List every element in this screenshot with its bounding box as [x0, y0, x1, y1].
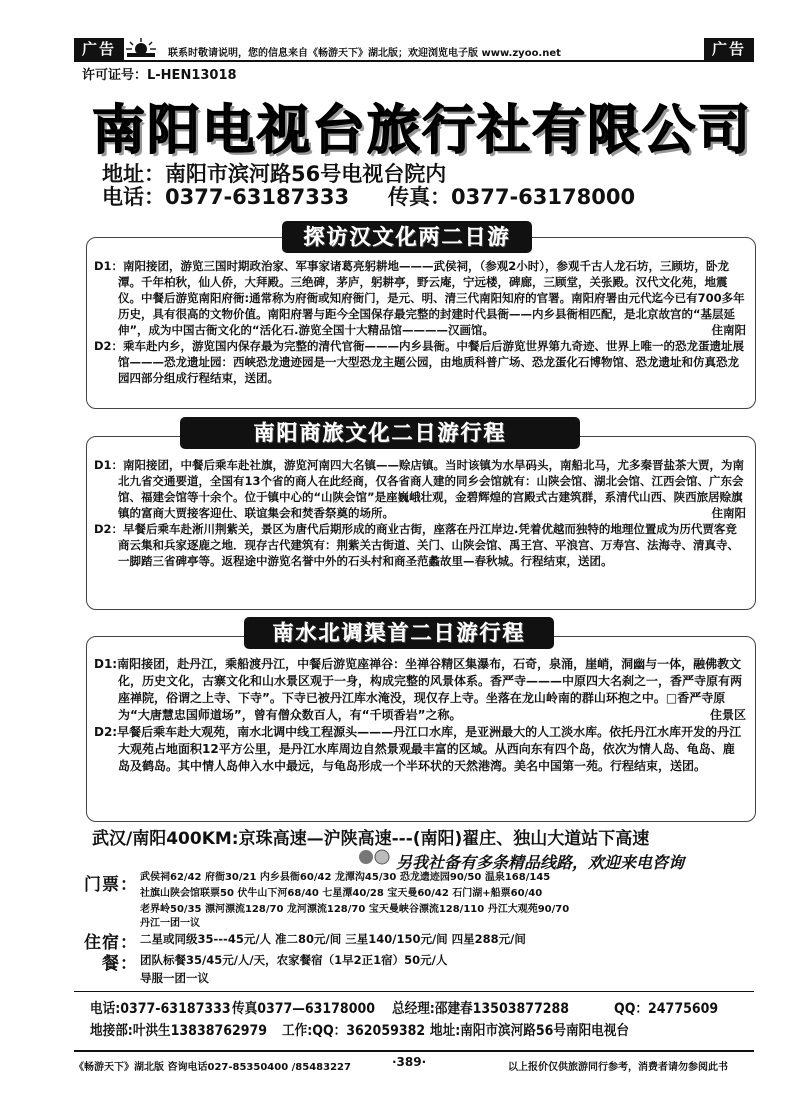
company-address: 地址：南阳市滨河路56号电视台院内	[102, 162, 447, 186]
contact-phone: 电话:0377-63187333	[90, 1001, 231, 1017]
section-title-text: 探访汉文化两二日游	[303, 225, 511, 249]
day-1-text: D1：南阳接团，中餐后乘车赴社旗，游览河南四大名镇——赊店镇。当时该镇为水旱码头，南船北马，尤多秦晋盐茶大贾，为南北九省交通要道，全国有13个省的商人在此经商，仅各省商人建的同乡会馆就有：山陕会馆、湖北会馆、江西会馆、广东会馆、福建会馆等十余个。位于镇中心的“山陕会馆”是座巍峨壮观，金碧辉煌的宫殿式古建筑群，系清代山西、陕西旅居赊旗镇的富商大贾接客迎仕、联谊集会和焚香祭奠的场所。	[94, 458, 745, 520]
company-phone: 电话：0377-63187333	[102, 185, 350, 209]
contact-qq: QQ：24775609	[614, 1001, 719, 1017]
section-1-itinerary	[94, 258, 746, 386]
lodging-label: 住宿：	[84, 933, 138, 953]
contact-address: 地址:南阳市滨河路56号南阳电视台	[430, 1023, 629, 1039]
contact-work-qq: 工作:QQ：362059382	[282, 1023, 426, 1039]
tickets-line-2: 社旗山陕会馆联票50 伏牛山下河68/40 七星潭40/28 宝天曼60/42 石门湖+船票60/40	[140, 888, 543, 899]
lodging-prices: 二星或同级35---45元/人 准二80元/间 三星140/150元/间 四星288元/间	[140, 932, 526, 946]
company-name: 南阳电视台旅行社有限公司	[92, 100, 752, 161]
tickets-line-3: 老界岭50/35 漂河漂流128/70 龙河漂流128/70 宝天曼峡谷漂流128/110 丹江大观苑90/70	[140, 904, 570, 915]
tickets-line-4: 丹江一团一议	[140, 918, 200, 929]
section-title-1	[282, 221, 532, 253]
meals-label: 餐：	[102, 954, 138, 974]
bottom-divider	[74, 1050, 754, 1052]
day-2-text: D2:早餐后乘车赴大观苑，南水北调中线工程源头———丹江口水库，是亚洲最大的人工淡水库。依托丹江水库开发的丹江大观苑占地面积12平方公里，是丹江水库周边自然景观最丰富的区域。从西向东有四个岛，依次为情人岛、龟岛、鹿岛及鹤岛。其中情人岛伸入水中最远，与龟岛形成一个半环状的天然港湾。美名中国第一苑。行程结束，送团。	[94, 725, 742, 773]
contact-divider	[74, 991, 754, 992]
contact-fax: 传真0377—63178000	[232, 1001, 376, 1017]
meals-prices: 团队标餐35/45元/人/天，农家餐宿（1早2正1宿）50元/人	[140, 953, 448, 967]
driving-route: 武汉/南阳400KM:京珠高速—沪陕高速---(南阳)翟庄、独山大道站下高速	[92, 829, 650, 849]
day-1-text: D1:南阳接团，赴丹江，乘船渡丹江，中餐后游览座禅谷：坐禅谷精区集瀑布，石奇，泉涌，崖峭，洞幽与一体，融佛教文化，历史文化，古寨文化和山水景区观于一身，构成完整的风景体系。香严寺———中原四大名刹之一，香严寺原有两座禅院，俗谓之上寺、下寺”。下寺已被丹江库水淹没，现仅存上寺。坐落在龙山岭南的群山环抱之中。□香严寺原为“大唐慧忠国师道场”，曾有僧众数百人，有“千顷香岩”之称。	[94, 657, 743, 722]
company-fax: 传真：0377-63178000	[388, 185, 636, 209]
section-title-2	[180, 417, 580, 449]
top-divider	[74, 60, 754, 62]
section-3-itinerary	[94, 656, 746, 775]
tickets-label: 门票：	[84, 875, 138, 895]
ad-tag-right: 广告	[704, 38, 754, 60]
magazine-logo-icon	[124, 37, 158, 59]
tickets-line-1: 武侯祠62/42 府衙30/21 内乡县衙60/42 龙潭沟45/30 恐龙遗迹园90/50 温泉168/145	[140, 872, 551, 883]
day-1-location: 住南阳	[711, 506, 746, 520]
contact-manager: 总经理:邵建春13503877288	[392, 1001, 570, 1017]
section-title-3	[244, 617, 554, 649]
day-1-location: 住南阳	[711, 323, 746, 337]
guide-service: 导服一团一议	[140, 971, 209, 985]
footer-left: 《畅游天下》湖北版 咨询电话027-85350400 /85483227	[74, 1062, 351, 1073]
section-title-text: 南水北调渠首二日游行程	[272, 621, 526, 645]
banner-text: 联系时敬请说明，您的信息来自《畅游天下》湖北版；欢迎浏览电子版 www.zyoo.net	[168, 48, 561, 59]
section-2-itinerary	[94, 457, 746, 569]
day-1-text: D1：南阳接团，游览三国时期政治家、军事家诸葛亮躬耕地———武侯祠，（参观2小时），参观千古人龙石坊，三顾坊，卧龙潭。千年柏秋，仙人侨，大拜殿。三绝碑，茅庐，躬耕亭，野云庵，宁远楼，碑廊，三顾堂，关张殿。汉代文化苑，地震仪。中餐后游览南阳府衙:通常称为府衙或知府衙门，是元、明、清三代南阳知府的官署。南阳府署由元代迄今已有700多年历史，具有很高的文物价值。南阳府署与距今全国保存最完整的封建时代县衙——内乡县衙相匹配，是北京故宫的“基层延伸”，成为中国古衙文化的“活化石.游览全国十大精品馆————汉画馆。	[94, 259, 745, 337]
ad-tag-left: 广告	[74, 38, 124, 60]
page-number: ·389·	[392, 1055, 427, 1069]
decorative-balls-icon	[356, 848, 394, 866]
section-title-text: 南阳商旅文化二日游行程	[253, 421, 507, 445]
footer-right: 以上报价仅供旅游同行参考，消费者请勿参阅此书	[508, 1062, 728, 1073]
license-number: 许可证号：L-HEN13018	[82, 68, 237, 83]
day-2-text: D2：早餐后乘车赴淅川荆紫关，景区为唐代后期形成的商业古街，座落在丹江岸边.凭着优越而独特的地理位置成为历代贾客竞商云集和兵家逐鹿之地．现存古代建筑有：荆紫关古街道、关门、山陕会馆、禹王宫、平浪宫、万寿宫、法海寺、清真寺、一脚踏三省碑亭等。返程途中游览名誉中外的石头村和商圣范蠡故里—春秋城。行程结束，送团。	[94, 522, 739, 568]
day-2-text: D2：乘车赴内乡，游览国内保存最为完整的清代官衙———内乡县衙。中餐后后游览世界第九奇迹、世界上唯一的恐龙蛋遗址展馆———恐龙遗址园：西峡恐龙遗迹园是一大型恐龙主题公园，由地质科普广场、恐龙蛋化石博物馆、恐龙遗址和仿真恐龙园四部分组成行程结束，送团。	[94, 339, 745, 385]
slogan: 另我社备有多条精品线路，欢迎来电咨询	[396, 853, 685, 872]
day-1-location: 住景区	[709, 708, 746, 722]
contact-receiver: 地接部:叶洪生13838762979	[90, 1023, 268, 1039]
